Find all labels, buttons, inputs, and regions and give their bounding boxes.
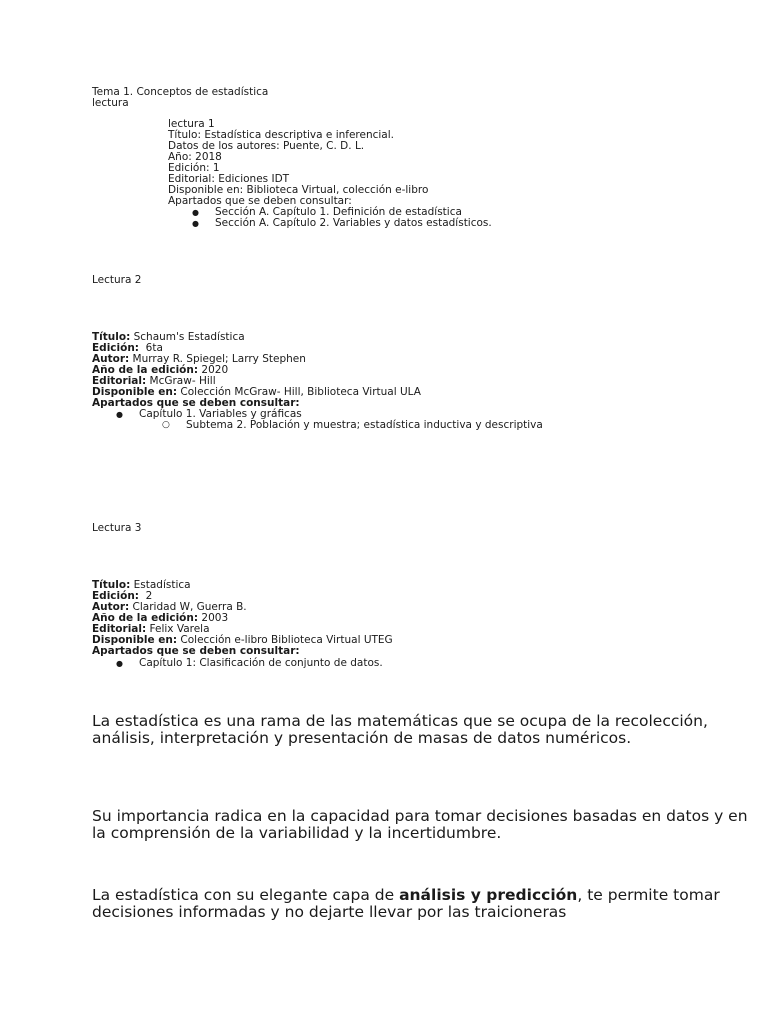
- bullet-icon: ●: [192, 208, 199, 217]
- lectura-1-heading: lectura 1: [168, 118, 215, 130]
- lectura-1-disponible: Disponible en: Biblioteca Virtual, colección e-libro: [168, 184, 429, 196]
- lectura-2-subitem: Subtema 2. Población y muestra; estadística inductiva y descriptiva: [186, 419, 543, 431]
- field-label: Edición:: [92, 590, 139, 602]
- field-value: Estadística: [130, 579, 191, 591]
- lectura-1-apartados: Apartados que se deben consultar:: [168, 195, 352, 207]
- field-label: Editorial:: [92, 375, 147, 387]
- field-value: 2: [139, 590, 153, 602]
- field-label: Apartados que se deben consultar:: [92, 645, 300, 657]
- field-label: Disponible en:: [92, 386, 178, 398]
- field-label: Año de la edición:: [92, 364, 199, 376]
- paragraph-bold-text: análisis y predicción: [399, 886, 578, 904]
- field-label: Apartados que se deben consultar:: [92, 397, 300, 409]
- field-label: Título:: [92, 579, 131, 591]
- field-value: 2003: [198, 612, 229, 624]
- field-label: Edición:: [92, 342, 139, 354]
- lectura-3-item: Capítulo 1: Clasificación de conjunto de datos.: [139, 657, 383, 669]
- lectura-1-edicion: Edición: 1: [168, 162, 220, 174]
- field-label: Disponible en:: [92, 634, 178, 646]
- paragraph-definicion: La estadística es una rama de las matemáticas que se ocupa de la recolección, análisis, interpretación y presentación de masas de datos numéricos.: [92, 712, 708, 747]
- field-value: McGraw- Hill: [146, 375, 216, 387]
- field-value: Felix Varela: [146, 623, 210, 635]
- field-value: Murray R. Spiegel; Larry Stephen: [129, 353, 306, 365]
- paragraph-prediccion: [92, 887, 752, 921]
- field-label: Título:: [92, 331, 131, 343]
- lectura-1-item-1: Sección A. Capítulo 1. Definición de estadística: [215, 206, 462, 218]
- bullet-icon: ●: [192, 219, 199, 228]
- lectura-2-item: Capítulo 1. Variables y gráficas: [139, 408, 302, 420]
- paragraph-text: , te permite tomar decisiones informadas y no dejarte llevar por las traicioneras: [92, 886, 720, 921]
- field-label: Editorial:: [92, 623, 147, 635]
- circle-bullet-icon: ○: [162, 420, 170, 430]
- tema-title: Tema 1. Conceptos de estadística: [92, 86, 269, 98]
- lectura-3-field: [92, 646, 300, 657]
- lectura-3-heading: Lectura 3: [92, 522, 142, 534]
- field-label: Autor:: [92, 353, 130, 365]
- bullet-icon: ●: [116, 659, 123, 668]
- field-label: Autor:: [92, 601, 130, 613]
- field-value: Colección e-libro Biblioteca Virtual UTEG: [177, 634, 393, 646]
- lectura-1-titulo: Título: Estadística descriptiva e inferencial.: [168, 129, 395, 141]
- paragraph-text: La estadística con su elegante capa de: [92, 886, 400, 904]
- field-value: Colección McGraw- Hill, Biblioteca Virtual ULA: [177, 386, 421, 398]
- lectura-2-heading: Lectura 2: [92, 274, 142, 286]
- paragraph-importancia: Su importancia radica en la capacidad para tomar decisiones basadas en datos y en la comprensión de la variabilidad y la incertidumbre.: [92, 807, 748, 842]
- field-value: 2020: [198, 364, 229, 376]
- field-value: Claridad W, Guerra B.: [129, 601, 247, 613]
- field-value: Schaum's Estadística: [130, 331, 245, 343]
- lectura-1-editorial: Editorial: Ediciones IDT: [168, 173, 290, 185]
- lectura-1-item-2: Sección A. Capítulo 2. Variables y datos estadísticos.: [215, 217, 492, 229]
- lectura-1-anio: Año: 2018: [168, 151, 222, 163]
- field-value: 6ta: [139, 342, 163, 354]
- field-label: Año de la edición:: [92, 612, 199, 624]
- tema-subtitle: lectura: [92, 97, 129, 109]
- lectura-1-autores: Datos de los autores: Puente, C. D. L.: [168, 140, 365, 152]
- bullet-icon: ●: [116, 410, 123, 419]
